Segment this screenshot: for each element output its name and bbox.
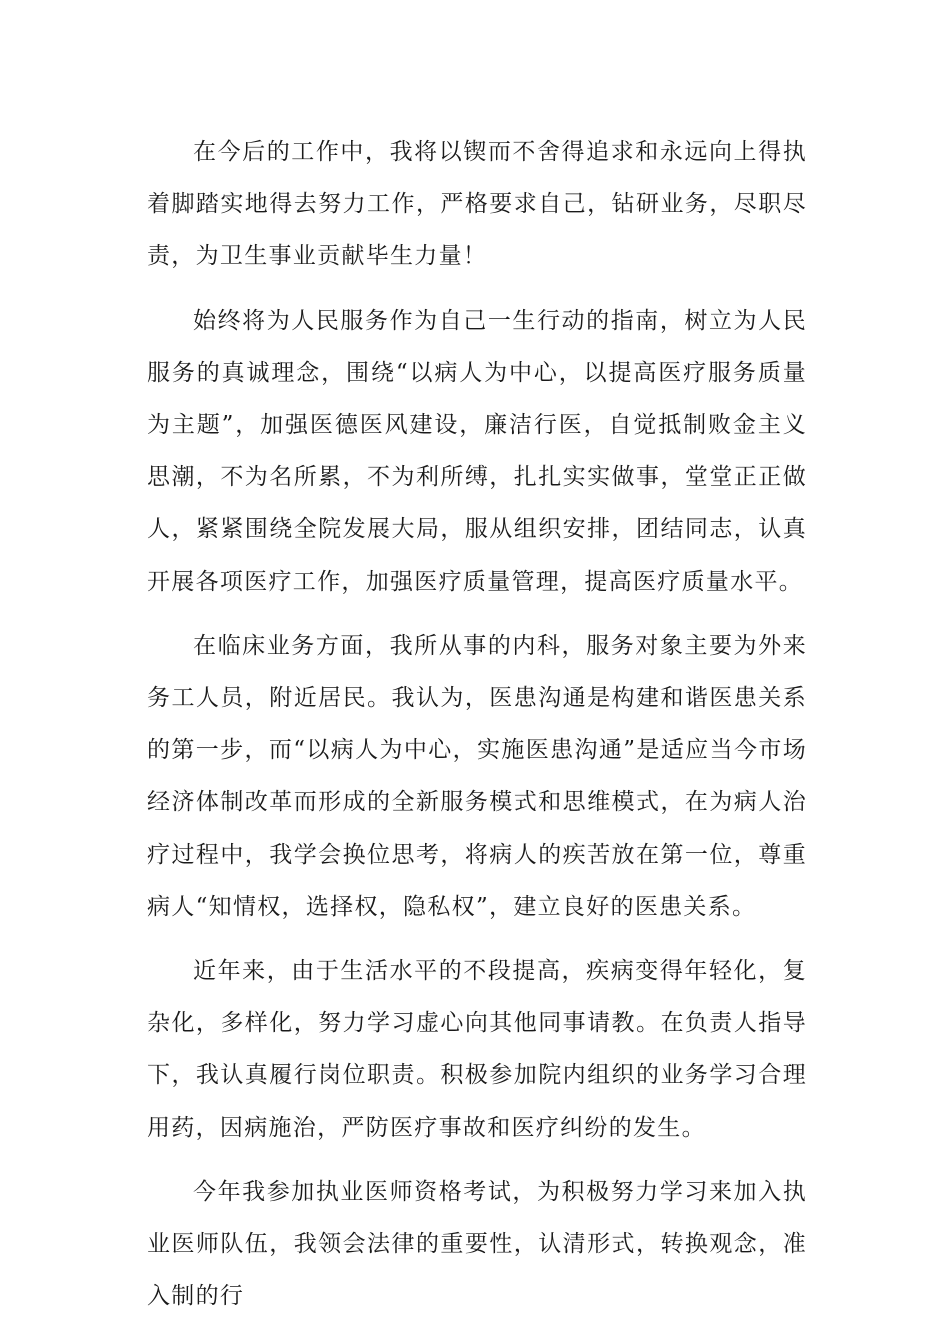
paragraph: 近年来，由于生活水平的不段提高，疾病变得年轻化，复杂化，多样化，努力学习虚心向其他同事请教。在负责人指导下，我认真履行岗位职责。积极参加院内组织的业务学习合理用药，因病施治，严防医疗事故和医疗纠纷的发生。 <box>147 958 807 1141</box>
paragraph: 今年我参加执业医师资格考试，为积极努力学习来加入执业医师队伍，我领会法律的重要性，认清形式，转换观念，准入制的行 <box>147 1178 807 1310</box>
paragraph: 在临床业务方面，我所从事的内科，服务对象主要为外来务工人员，附近居民。我认为，医患沟通是构建和谐医患关系的第一步，而“以病人为中心，实施医患沟通”是适应当今市场经济体制改革而形成的全新服务模式和思维模式，在为病人治疗过程中，我学会换位思考，将病人的疾苦放在第一位，尊重病人“知情权，选择权，隐私权”，建立良好的医患关系。 <box>147 632 807 920</box>
paragraph: 始终将为人民服务作为自己一生行动的指南，树立为人民服务的真诚理念，围绕“以病人为中心，以提高医疗服务质量为主题”，加强医德医风建设，廉洁行医，自觉抵制败金主义思潮，不为名所累，不为利所缚，扎扎实实做事，堂堂正正做人，紧紧围绕全院发展大局，服从组织安排，团结同志，认真开展各项医疗工作，加强医疗质量管理，提高医疗质量水平。 <box>147 307 807 595</box>
document-body <box>147 126 807 1334</box>
paragraph: 在今后的工作中，我将以锲而不舍得追求和永远向上得执着脚踏实地得去努力工作，严格要求自己，钻研业务，尽职尽责，为卫生事业贡献毕生力量！ <box>147 139 807 270</box>
